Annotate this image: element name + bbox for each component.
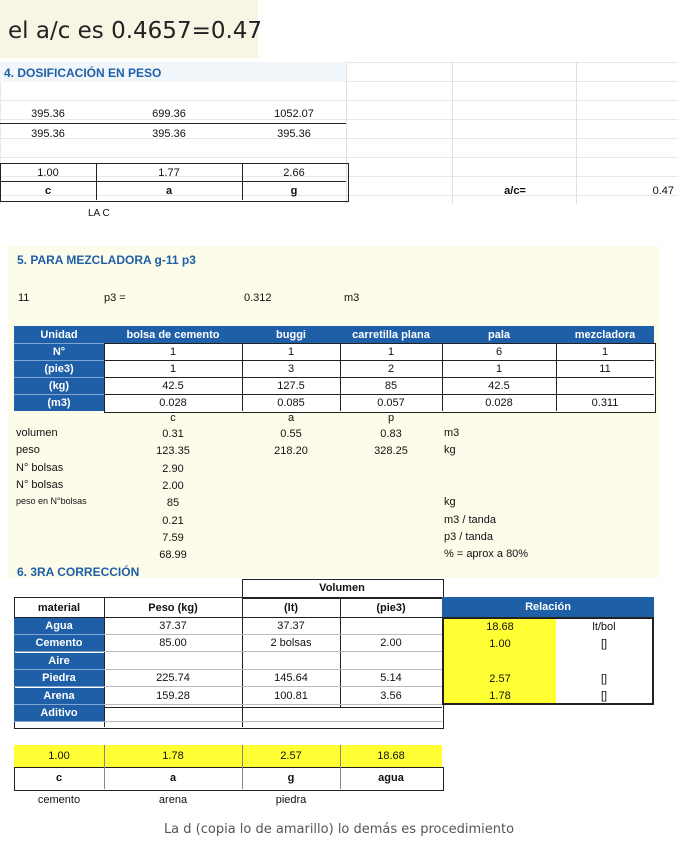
s5-calc-r0-c2: 0.83: [380, 428, 402, 440]
s5-cell-r3-c1: 0.028: [159, 396, 187, 409]
s4-note: LA C: [88, 208, 110, 219]
s5-cell-r2-c1: 42.5: [162, 379, 184, 392]
final-g-letter: g: [287, 772, 295, 784]
s4-r4-c1: c: [44, 184, 52, 197]
s6-pie3-1: 2.00: [340, 635, 442, 652]
s5-calc-label-1: peso: [16, 444, 40, 457]
s5-calc-r2-c0: 2.90: [162, 462, 184, 475]
section-5-title: 5. PARA MEZCLADORA g-11 p3: [17, 253, 196, 267]
s5-calc-r1-c0: 123.35: [156, 445, 190, 458]
s5-calc-r4-c1: [242, 495, 340, 511]
s5-calc-unit-6: p3 / tanda: [444, 530, 493, 543]
final-a-value: 1.78: [162, 750, 184, 762]
s6-peso-1: 85.00: [104, 635, 242, 652]
s6-m-5: Aditivo: [14, 705, 104, 722]
s6-peso-0: 37.37: [104, 618, 242, 635]
s5-calc-r4-c2: [340, 495, 442, 511]
s6-m-4: Arena: [14, 688, 104, 705]
s6-unit-1: []: [600, 637, 608, 650]
caption: La d (copia lo de amarillo) lo demás es procedimiento: [163, 822, 515, 837]
s4-r3-c3: 2.66: [283, 166, 305, 179]
s6-pie3-3: 5.14: [340, 670, 442, 687]
s4-ac-label: a/c=: [504, 184, 526, 197]
final-arena-name: arena: [158, 794, 188, 806]
s6-lt-5: [242, 705, 340, 722]
s4-r4-c3: g: [290, 184, 298, 197]
s5-cell-r1-c4: 1: [495, 362, 503, 375]
s5-cell-r3-c5: 0.311: [591, 396, 619, 409]
s6-unit-3: []: [600, 672, 608, 685]
s5-param-result: 0.312: [244, 292, 272, 304]
s5-calc-r7-c2: [340, 547, 442, 563]
final-c-value: 1.00: [48, 750, 70, 762]
s5-calc-r2-c2: [340, 461, 442, 477]
s5-calc-r3-c2: [340, 478, 442, 494]
s5-param-unit: m3: [344, 292, 360, 304]
s5-calc-r0-c0: 0.31: [162, 428, 184, 440]
section-4-title: 4. DOSIFICACIÓN EN PESO: [4, 66, 162, 80]
s4-r3-c2: 1.77: [158, 166, 180, 179]
s5-calc-unit-0: m3: [444, 427, 460, 439]
s5-calc-r4-c0: 85: [166, 497, 180, 510]
s5-cell-r3-c2: 0.085: [277, 396, 305, 409]
s5-calc-r5-c1: [242, 513, 340, 529]
final-agua-value: 18.68: [377, 750, 405, 762]
s6-pie3-0: [340, 618, 442, 635]
s5-calc-unit-7: % = aprox a 80%: [444, 548, 529, 561]
s5-h-carretilla: carretilla plana: [340, 326, 442, 343]
s5-calc-r3-c1: [242, 478, 340, 494]
s6-lt-1: 2 bolsas: [242, 635, 340, 652]
s6-m-1: Cemento: [14, 635, 104, 652]
s5-cell-r3-c0: (m3): [47, 396, 71, 409]
s5-calc-r7-c1: [242, 547, 340, 563]
s6-peso-5: [104, 705, 242, 722]
s6-unit-5: [556, 705, 652, 722]
s5-letter-p: p: [387, 411, 395, 424]
s6-h-lt: (lt): [283, 601, 299, 614]
s6-h-material: material: [37, 601, 81, 614]
s6-pie3-2: [340, 653, 442, 670]
s5-cell-r3-c3: 0.057: [377, 396, 405, 409]
final-piedra-name: piedra: [275, 794, 307, 806]
s4-r2-c3: 395.36: [277, 128, 311, 140]
s5-letter-a: a: [287, 411, 295, 424]
s5-calc-r0-c1: 0.55: [280, 428, 302, 440]
s5-calc-label-2: N° bolsas: [16, 461, 64, 474]
s5-cell-r3-c4: 0.028: [485, 396, 513, 409]
final-c-letter: c: [55, 772, 63, 784]
s6-rel-0: 18.68: [486, 620, 514, 633]
s5-h-mezcladora: mezcladora: [556, 326, 654, 343]
s5-calc-label-3: N° bolsas: [16, 478, 64, 491]
s6-pie3-5: [340, 705, 442, 722]
s6-lt-4: 100.81: [242, 688, 340, 705]
s6-rel-3: 2.57: [489, 672, 511, 685]
s5-cell-r0-c5: 1: [601, 345, 609, 358]
s5-calc-r1-c2: 328.25: [374, 445, 408, 458]
s5-letter-c: c: [170, 411, 176, 424]
s5-cell-r0-c2: 1: [287, 345, 295, 358]
s6-peso-4: 159.28: [104, 688, 242, 705]
s6-h-peso: Peso (kg): [148, 601, 198, 614]
s5-calc-unit-1: kg: [444, 444, 456, 457]
s5-cell-r2-c2: 127.5: [277, 379, 305, 392]
s6-unit-0: lt/bol: [592, 620, 616, 633]
s5-h-unidad: Unidad: [14, 326, 104, 343]
s6-vol-header: Volumen: [319, 582, 365, 594]
s6-lt-0: 37.37: [242, 618, 340, 635]
s6-lt-2: [242, 653, 340, 670]
s5-h-buggi: buggi: [242, 326, 340, 343]
s4-r3-c1: 1.00: [37, 166, 59, 179]
s5-cell-r1-c0: (pie3): [44, 362, 74, 375]
s5-cell-r2-c5: [556, 377, 654, 394]
s6-rel-1: 1.00: [489, 637, 511, 650]
s6-m-0: Agua: [14, 618, 104, 635]
s5-h-bolsa: bolsa de cemento: [104, 326, 242, 343]
s5-calc-r3-c0: 2.00: [162, 479, 184, 492]
s6-pie3-4: 3.56: [340, 688, 442, 705]
s4-r1-c2: 699.36: [152, 108, 186, 120]
s5-calc-r7-c0: 68.99: [159, 549, 187, 562]
s5-calc-r6-c2: [340, 530, 442, 546]
s4-r2-c2: 395.36: [152, 128, 186, 140]
s5-cell-r2-c4: 42.5: [488, 379, 510, 392]
final-agua-letter: agua: [378, 772, 404, 784]
s5-calc-r6-c0: 7.59: [162, 531, 184, 544]
section-6-title: 6. 3RA CORRECCIÓN: [17, 565, 140, 579]
s5-calc-label-4: peso en N°bolsas: [16, 496, 87, 507]
section-4-table: [0, 62, 678, 204]
s5-calc-unit-5: m3 / tanda: [444, 513, 496, 526]
s6-rel-2: [444, 653, 556, 670]
s5-cell-r2-c3: 85: [384, 379, 398, 392]
s6-unit-4: []: [600, 690, 608, 703]
s5-cell-r0-c4: 6: [495, 345, 503, 358]
header-note: el a/c es 0.4657=0.47: [8, 18, 263, 44]
s5-calc-r2-c1: [242, 461, 340, 477]
final-g-value: 2.57: [280, 750, 302, 762]
s5-cell-r1-c2: 3: [287, 362, 295, 375]
s5-cell-r0-c3: 1: [387, 345, 395, 358]
s5-calc-label-0: volumen: [16, 427, 58, 439]
s6-m-2: Aire: [14, 653, 104, 670]
s5-param-label: p3 =: [104, 292, 126, 304]
s5-param-value: 11: [18, 292, 30, 304]
s4-ac-value: 0.47: [652, 184, 674, 197]
s6-relacion-header: Relación: [442, 597, 654, 617]
s5-calc-r5-c2: [340, 513, 442, 529]
s6-rel-5: [444, 705, 556, 722]
s4-r2-c1: 395.36: [31, 128, 65, 140]
s5-calc-r5-c0: 0.21: [162, 514, 184, 527]
final-a-letter: a: [169, 772, 177, 784]
s6-unit-2: [556, 653, 652, 670]
s5-calc-unit-4: kg: [444, 496, 456, 509]
s5-cell-r0-c1: 1: [169, 345, 177, 358]
s4-r4-c2: a: [165, 184, 173, 197]
s5-h-pala: pala: [442, 326, 556, 343]
s5-cell-r0-c0: N°: [52, 345, 66, 358]
s5-cell-r2-c0: (kg): [48, 379, 70, 392]
s5-cell-r1-c1: 1: [169, 362, 177, 375]
s6-peso-2: [104, 653, 242, 670]
s6-lt-3: 145.64: [242, 670, 340, 687]
s6-rel-4: 1.78: [489, 690, 511, 703]
s4-r1-c1: 395.36: [31, 108, 65, 120]
final-cemento-name: cemento: [37, 794, 81, 806]
s5-cell-r1-c5: 11: [599, 362, 611, 375]
s5-cell-r1-c3: 2: [387, 362, 395, 375]
s5-calc-r1-c1: 218.20: [274, 445, 308, 458]
header-note-box: [0, 0, 263, 58]
s4-r1-c3: 1052.07: [274, 108, 314, 120]
s6-m-3: Piedra: [14, 670, 104, 687]
s6-peso-3: 225.74: [104, 670, 242, 687]
s5-calc-r6-c1: [242, 530, 340, 546]
s6-h-pie3: (pie3): [376, 601, 406, 614]
